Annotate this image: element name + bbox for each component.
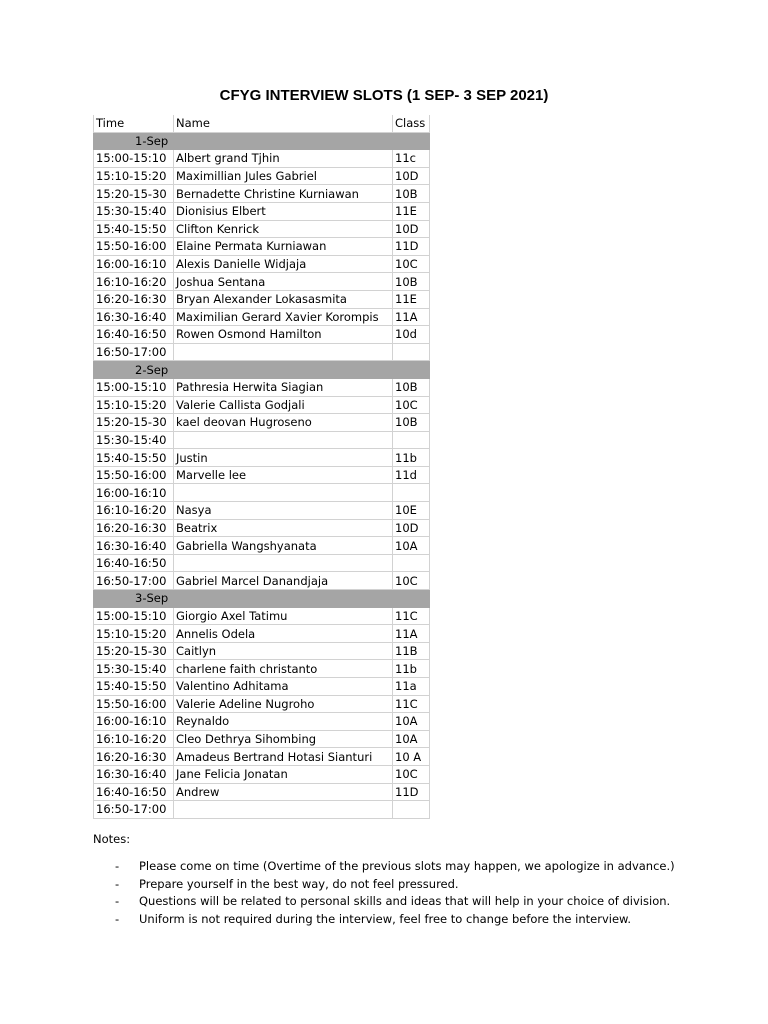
- note-item: [115, 911, 715, 929]
- slot-time: 15:30-15:40: [94, 431, 174, 449]
- slot-time: 16:50-17:00: [94, 572, 174, 590]
- header-time: Time: [94, 115, 174, 132]
- slot-time: 15:50-16:00: [94, 466, 174, 484]
- table-row: [94, 308, 430, 326]
- notes-list: [115, 858, 715, 928]
- slot-time: 15:00-15:10: [94, 150, 174, 168]
- slot-class: 11C: [393, 695, 430, 713]
- slot-class: 10D: [393, 167, 430, 185]
- slot-name: Valentino Adhitama: [174, 678, 393, 696]
- slot-class: 11C: [393, 607, 430, 625]
- table-row: [94, 150, 430, 168]
- slot-name: Valerie Adeline Nugroho: [174, 695, 393, 713]
- slot-time: 15:10-15:20: [94, 396, 174, 414]
- slot-time: 15:00-15:10: [94, 607, 174, 625]
- table-row: [94, 449, 430, 467]
- page-title: CFYG INTERVIEW SLOTS (1 SEP- 3 SEP 2021): [219, 87, 549, 104]
- table-row: [94, 642, 430, 660]
- table-row: [94, 466, 430, 484]
- slot-class: 11A: [393, 308, 430, 326]
- slot-name: Maximilian Gerard Xavier Korompis: [174, 308, 393, 326]
- table-row: [94, 273, 430, 291]
- note-item: [115, 893, 715, 911]
- slot-class: 10D: [393, 220, 430, 238]
- slot-class: 11A: [393, 625, 430, 643]
- slot-name: Maximillian Jules Gabriel: [174, 167, 393, 185]
- table-row: [94, 730, 430, 748]
- slot-class: 10C: [393, 765, 430, 783]
- table-row: [94, 519, 430, 537]
- slot-time: 16:10-16:20: [94, 730, 174, 748]
- note-bullet: -: [115, 894, 120, 909]
- date-row: [94, 361, 430, 379]
- slot-name: Dionisius Elbert: [174, 202, 393, 220]
- slot-class: 11E: [393, 202, 430, 220]
- slot-name: Annelis Odela: [174, 625, 393, 643]
- slot-time: 15:10-15:20: [94, 625, 174, 643]
- slot-time: 16:00-16:10: [94, 713, 174, 731]
- slot-time: 15:10-15:20: [94, 167, 174, 185]
- table-row: [94, 220, 430, 238]
- slot-name: Gabriel Marcel Danandjaja: [174, 572, 393, 590]
- slot-name: Bernadette Christine Kurniawan: [174, 185, 393, 203]
- table-row: [94, 801, 430, 819]
- table-header-row: [94, 115, 430, 132]
- date-label: 3-Sep: [94, 590, 174, 608]
- table-row: [94, 695, 430, 713]
- slot-name: Alexis Danielle Widjaja: [174, 255, 393, 273]
- slot-class: 10C: [393, 572, 430, 590]
- slot-class: 10C: [393, 255, 430, 273]
- note-bullet: -: [115, 876, 120, 891]
- table-row: [94, 783, 430, 801]
- date-row-fill: [174, 590, 393, 608]
- slot-class: 10C: [393, 396, 430, 414]
- note-text: Prepare yourself in the best way, do not feel pressured.: [139, 876, 459, 891]
- slot-time: 16:30-16:40: [94, 308, 174, 326]
- note-text: Questions will be related to personal skills and ideas that will help in your choice of division.: [139, 894, 671, 909]
- slot-name: Caitlyn: [174, 642, 393, 660]
- slot-class: 10B: [393, 273, 430, 291]
- date-row-fill: [393, 132, 430, 150]
- table-row: [94, 554, 430, 572]
- slot-time: 15:30-15:40: [94, 660, 174, 678]
- slot-time: 16:40-16:50: [94, 783, 174, 801]
- table-row: [94, 185, 430, 203]
- slot-time: 16:20-16:30: [94, 290, 174, 308]
- slot-class: [393, 484, 430, 502]
- slot-name: [174, 554, 393, 572]
- slot-name: Rowen Osmond Hamilton: [174, 326, 393, 344]
- slot-class: 11B: [393, 642, 430, 660]
- slot-class: 10A: [393, 730, 430, 748]
- slot-time: 16:40-16:50: [94, 554, 174, 572]
- table-row: [94, 502, 430, 520]
- table-row: [94, 326, 430, 344]
- slot-name: kael deovan Hugroseno: [174, 414, 393, 432]
- slot-name: Beatrix: [174, 519, 393, 537]
- interview-slots-table: [93, 115, 430, 819]
- slot-time: 16:50-17:00: [94, 801, 174, 819]
- slot-class: 11d: [393, 466, 430, 484]
- date-row-fill: [393, 361, 430, 379]
- slot-time: 16:40-16:50: [94, 326, 174, 344]
- slot-name: Albert grand Tjhin: [174, 150, 393, 168]
- slot-class: 11b: [393, 449, 430, 467]
- table-row: [94, 607, 430, 625]
- slot-time: 15:40-15:50: [94, 678, 174, 696]
- slot-name: Bryan Alexander Lokasasmita: [174, 290, 393, 308]
- slot-time: 15:50-16:00: [94, 238, 174, 256]
- slot-class: [393, 431, 430, 449]
- table-row: [94, 484, 430, 502]
- slot-class: 10A: [393, 537, 430, 555]
- slot-name: Reynaldo: [174, 713, 393, 731]
- slot-time: 16:20-16:30: [94, 519, 174, 537]
- table-row: [94, 537, 430, 555]
- slot-time: 16:20-16:30: [94, 748, 174, 766]
- slot-name: charlene faith christanto: [174, 660, 393, 678]
- note-text: Please come on time (Overtime of the previous slots may happen, we apologize in advance.): [139, 859, 675, 873]
- slot-time: 16:00-16:10: [94, 255, 174, 273]
- slot-name: Giorgio Axel Tatimu: [174, 607, 393, 625]
- date-row: [94, 590, 430, 608]
- slot-class: [393, 343, 430, 361]
- slot-name: [174, 484, 393, 502]
- notes-heading: Notes:: [93, 832, 131, 846]
- slot-class: 10d: [393, 326, 430, 344]
- header-class: Class: [393, 115, 430, 132]
- table-body: [94, 132, 430, 818]
- slot-name: Joshua Sentana: [174, 273, 393, 291]
- slot-name: Andrew: [174, 783, 393, 801]
- table-row: [94, 202, 430, 220]
- slot-time: 16:30-16:40: [94, 537, 174, 555]
- table-row: [94, 572, 430, 590]
- table-row: [94, 713, 430, 731]
- slot-time: 15:30-15:40: [94, 202, 174, 220]
- slot-time: 15:20-15-30: [94, 642, 174, 660]
- slot-time: 15:00-15:10: [94, 378, 174, 396]
- slot-class: 10D: [393, 519, 430, 537]
- slot-class: [393, 554, 430, 572]
- table-row: [94, 396, 430, 414]
- slot-time: 16:50-17:00: [94, 343, 174, 361]
- slot-class: 11E: [393, 290, 430, 308]
- slot-class: 11D: [393, 238, 430, 256]
- slot-time: 15:50-16:00: [94, 695, 174, 713]
- slot-class: 10E: [393, 502, 430, 520]
- slot-class: [393, 801, 430, 819]
- date-row-fill: [174, 361, 393, 379]
- table-row: [94, 748, 430, 766]
- slot-class: 10B: [393, 185, 430, 203]
- note-bullet: -: [115, 911, 120, 926]
- slot-class: 11D: [393, 783, 430, 801]
- slot-time: 15:20-15-30: [94, 185, 174, 203]
- slot-class: 10A: [393, 713, 430, 731]
- slot-time: 16:00-16:10: [94, 484, 174, 502]
- slot-class: 11a: [393, 678, 430, 696]
- slot-time: 15:40-15:50: [94, 220, 174, 238]
- note-item: [115, 876, 715, 894]
- slot-name: Jane Felicia Jonatan: [174, 765, 393, 783]
- slot-name: Clifton Kenrick: [174, 220, 393, 238]
- table-row: [94, 255, 430, 273]
- date-label: 1-Sep: [94, 132, 174, 150]
- slot-class: 10B: [393, 378, 430, 396]
- table-row: [94, 765, 430, 783]
- slot-name: [174, 431, 393, 449]
- header-name: Name: [174, 115, 393, 132]
- slot-time: 16:30-16:40: [94, 765, 174, 783]
- slot-name: Cleo Dethrya Sihombing: [174, 730, 393, 748]
- note-text: Uniform is not required during the interview, feel free to change before the interview.: [139, 911, 632, 926]
- slot-name: Justin: [174, 449, 393, 467]
- date-row-fill: [174, 132, 393, 150]
- table-row: [94, 378, 430, 396]
- table-row: [94, 678, 430, 696]
- slot-time: 15:20-15-30: [94, 414, 174, 432]
- slot-class: 10 A: [393, 748, 430, 766]
- slot-time: 16:10-16:20: [94, 502, 174, 520]
- slot-name: Pathresia Herwita Siagian: [174, 378, 393, 396]
- date-row: [94, 132, 430, 150]
- slot-class: 10B: [393, 414, 430, 432]
- table-row: [94, 660, 430, 678]
- table-row: [94, 431, 430, 449]
- table-row: [94, 238, 430, 256]
- slot-name: Amadeus Bertrand Hotasi Sianturi: [174, 748, 393, 766]
- slot-name: Nasya: [174, 502, 393, 520]
- slot-class: 11c: [393, 150, 430, 168]
- table-row: [94, 167, 430, 185]
- date-row-fill: [393, 590, 430, 608]
- slot-name: Valerie Callista Godjali: [174, 396, 393, 414]
- slot-time: 16:10-16:20: [94, 273, 174, 291]
- slot-name: Gabriella Wangshyanata: [174, 537, 393, 555]
- note-bullet: -: [115, 859, 120, 873]
- slot-name: [174, 343, 393, 361]
- slot-name: Elaine Permata Kurniawan: [174, 238, 393, 256]
- table-row: [94, 625, 430, 643]
- table-row: [94, 414, 430, 432]
- table-row: [94, 343, 430, 361]
- note-item: [115, 858, 715, 876]
- date-label: 2-Sep: [94, 361, 174, 379]
- slot-name: [174, 801, 393, 819]
- table-row: [94, 290, 430, 308]
- slot-class: 11b: [393, 660, 430, 678]
- slot-name: Marvelle lee: [174, 466, 393, 484]
- slot-time: 15:40-15:50: [94, 449, 174, 467]
